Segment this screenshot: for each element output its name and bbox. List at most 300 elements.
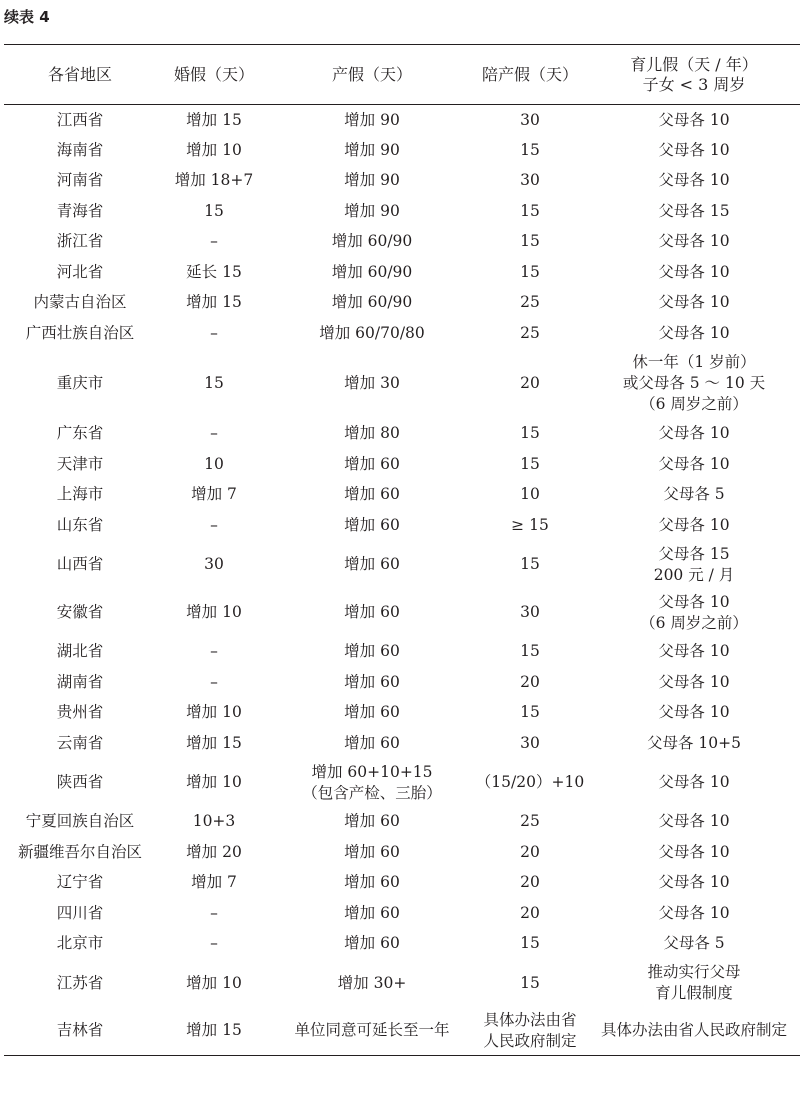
cell-paternity-leave: [472, 589, 588, 637]
cell-region-text: 湖南省: [56, 672, 104, 691]
table-row: [4, 728, 800, 759]
cell-paternity-leave: [472, 135, 588, 166]
cell-region: [4, 349, 156, 419]
cell-marriage-leave-text: 增加 10: [186, 140, 242, 159]
cell-marriage-leave-text: –: [210, 515, 218, 534]
cell-maternity-leave-text: 增加 90: [344, 110, 400, 129]
cell-marriage-leave-text: 增加 15: [186, 733, 242, 752]
cell-parental-leave: [588, 959, 800, 1007]
cell-region: [4, 480, 156, 511]
cell-maternity-leave-text: 增加 30+: [337, 973, 407, 992]
cell-region: [4, 419, 156, 450]
cell-region: [4, 589, 156, 637]
cell-paternity-leave-text: 25: [520, 293, 540, 312]
cell-maternity-leave-text: 增加 60: [344, 515, 400, 534]
cell-region-text: 辽宁省: [56, 873, 104, 892]
cell-maternity-leave-text: 增加 60/90: [331, 262, 413, 281]
cell-parental-leave: [588, 1007, 800, 1055]
cell-marriage-leave: [156, 667, 272, 698]
cell-parental-leave: [588, 449, 800, 480]
cell-paternity-leave-text: 15: [520, 454, 540, 473]
header-region-text: 各省地区: [47, 64, 112, 84]
cell-region-text: 上海市: [56, 485, 104, 504]
cell-marriage-leave-text: 增加 7: [191, 873, 237, 892]
cell-parental-leave-text: 育儿假制度: [655, 984, 733, 1002]
cell-region-text: 河南省: [56, 171, 104, 190]
cell-marriage-leave: [156, 637, 272, 668]
cell-parental-leave-text: 父母各 10+5: [647, 733, 741, 752]
header-paternity-leave: [472, 45, 588, 105]
table-body: [4, 105, 800, 1056]
cell-maternity-leave: [272, 759, 472, 807]
cell-maternity-leave: [272, 728, 472, 759]
cell-marriage-leave-text: 10+3: [192, 812, 236, 831]
cell-parental-leave-text: （6 周岁之前）: [640, 613, 748, 632]
cell-marriage-leave-text: 增加 15: [186, 293, 242, 312]
cell-maternity-leave: [272, 807, 472, 838]
cell-marriage-leave: [156, 959, 272, 1007]
cell-region: [4, 227, 156, 258]
cell-parental-leave-text: 200 元 / 月: [653, 565, 735, 584]
table-caption: 续表 4: [4, 8, 50, 26]
cell-paternity-leave: [472, 959, 588, 1007]
cell-region-text: 宁夏回族自治区: [25, 812, 135, 831]
table-row: [4, 1007, 800, 1055]
cell-maternity-leave: [272, 257, 472, 288]
cell-region: [4, 698, 156, 729]
table-row: [4, 959, 800, 1007]
cell-marriage-leave-text: 增加 10: [186, 603, 242, 621]
cell-region-text: 山西省: [56, 555, 104, 573]
cell-parental-leave-text: 父母各 10: [658, 140, 730, 159]
cell-parental-leave-text: 父母各 10: [658, 672, 730, 691]
cell-parental-leave-text: 休一年（1 岁前）: [632, 353, 756, 371]
cell-paternity-leave-text: 20: [520, 903, 540, 922]
cell-maternity-leave: [272, 419, 472, 450]
cell-region-text: 吉林省: [56, 1021, 104, 1040]
cell-maternity-leave: [272, 480, 472, 511]
header-maternity-leave: [272, 45, 472, 105]
cell-maternity-leave-text: 增加 60/90: [331, 293, 413, 312]
cell-paternity-leave-text: 15: [520, 232, 540, 251]
cell-parental-leave: [588, 196, 800, 227]
cell-marriage-leave-text: –: [210, 323, 218, 342]
header-maternity-leave-text: 产假（天）: [331, 64, 412, 84]
cell-maternity-leave-text: 增加 80: [344, 424, 400, 443]
cell-marriage-leave-text: –: [210, 903, 218, 922]
cell-paternity-leave: [472, 449, 588, 480]
cell-paternity-leave: [472, 510, 588, 541]
table-row: [4, 349, 800, 419]
cell-region: [4, 196, 156, 227]
cell-maternity-leave-text: 增加 60: [344, 842, 400, 861]
table-row: [4, 449, 800, 480]
table-row: [4, 480, 800, 511]
cell-maternity-leave-text: 增加 60: [344, 703, 400, 722]
cell-paternity-leave-text: 20: [520, 672, 540, 691]
cell-region-text: 安徽省: [56, 603, 104, 621]
cell-marriage-leave-text: 增加 10: [186, 973, 242, 992]
cell-marriage-leave-text: 增加 7: [191, 485, 237, 504]
cell-parental-leave: [588, 929, 800, 960]
header-region: [4, 45, 156, 105]
cell-region-text: 浙江省: [56, 232, 104, 251]
cell-region-text: 贵州省: [56, 703, 104, 722]
cell-maternity-leave-text: 增加 60: [344, 555, 400, 573]
cell-marriage-leave: [156, 449, 272, 480]
table-row: [4, 759, 800, 807]
cell-region: [4, 135, 156, 166]
cell-marriage-leave-text: –: [210, 424, 218, 443]
cell-marriage-leave: [156, 105, 272, 136]
cell-marriage-leave-text: 增加 10: [186, 773, 242, 791]
table-row: [4, 898, 800, 929]
cell-region: [4, 318, 156, 349]
cell-parental-leave: [588, 541, 800, 589]
cell-region: [4, 868, 156, 899]
cell-paternity-leave-text: 20: [520, 374, 540, 392]
cell-paternity-leave-text: 15: [520, 424, 540, 443]
cell-marriage-leave-text: 30: [204, 555, 224, 573]
cell-region: [4, 929, 156, 960]
cell-maternity-leave-text: 增加 60: [344, 454, 400, 473]
cell-region-text: 四川省: [56, 903, 104, 922]
cell-maternity-leave-text: 增加 60: [344, 603, 400, 621]
cell-parental-leave-text: 父母各 10: [658, 592, 730, 611]
cell-marriage-leave: [156, 541, 272, 589]
cell-maternity-leave: [272, 227, 472, 258]
cell-maternity-leave: [272, 318, 472, 349]
cell-maternity-leave: [272, 166, 472, 197]
cell-paternity-leave-text: 20: [520, 842, 540, 861]
cell-parental-leave-text: 父母各 10: [658, 873, 730, 892]
cell-paternity-leave: [472, 419, 588, 450]
header-marriage-leave-text: 婚假（天）: [173, 64, 254, 84]
cell-parental-leave-text: 父母各 5: [663, 934, 725, 953]
cell-parental-leave-text: 父母各 10: [658, 293, 730, 312]
cell-paternity-leave-text: 15: [520, 934, 540, 953]
cell-paternity-leave: [472, 227, 588, 258]
cell-parental-leave: [588, 288, 800, 319]
cell-parental-leave: [588, 419, 800, 450]
cell-parental-leave: [588, 480, 800, 511]
table-row: [4, 288, 800, 319]
table-row: [4, 135, 800, 166]
cell-marriage-leave: [156, 166, 272, 197]
cell-maternity-leave: [272, 1007, 472, 1055]
cell-paternity-leave: [472, 929, 588, 960]
cell-parental-leave-text: 父母各 10: [658, 110, 730, 129]
cell-region: [4, 837, 156, 868]
table-row: [4, 257, 800, 288]
cell-marriage-leave-text: –: [210, 232, 218, 251]
cell-maternity-leave: [272, 959, 472, 1007]
cell-parental-leave: [588, 807, 800, 838]
cell-paternity-leave-text: ≥ 15: [511, 515, 549, 534]
cell-region: [4, 510, 156, 541]
cell-maternity-leave-text: 增加 60: [344, 812, 400, 831]
cell-parental-leave-text: 具体办法由省人民政府制定: [600, 1021, 787, 1040]
header-parental-leave-text: 子女 < 3 周岁: [642, 74, 746, 94]
cell-maternity-leave: [272, 637, 472, 668]
table-row: [4, 807, 800, 838]
table-header-row: [4, 45, 800, 105]
cell-marriage-leave-text: 增加 10: [186, 703, 242, 722]
cell-parental-leave-text: 父母各 10: [658, 424, 730, 443]
cell-paternity-leave: [472, 318, 588, 349]
cell-region-text: 北京市: [56, 934, 104, 953]
cell-marriage-leave: [156, 196, 272, 227]
cell-parental-leave-text: 父母各 15: [658, 201, 730, 220]
cell-paternity-leave: [472, 196, 588, 227]
cell-parental-leave-text: 父母各 15: [658, 544, 730, 563]
cell-region: [4, 898, 156, 929]
cell-parental-leave: [588, 728, 800, 759]
cell-parental-leave-text: 父母各 10: [658, 323, 730, 342]
cell-maternity-leave: [272, 541, 472, 589]
cell-marriage-leave-text: 增加 18+7: [174, 171, 254, 190]
cell-paternity-leave-text: （15/20）+10: [475, 773, 585, 791]
cell-marriage-leave-text: –: [210, 672, 218, 691]
cell-parental-leave-text: 或父母各 5 ～ 10 天: [622, 374, 766, 392]
cell-region: [4, 541, 156, 589]
cell-marriage-leave-text: –: [210, 934, 218, 953]
cell-parental-leave: [588, 698, 800, 729]
cell-paternity-leave: [472, 637, 588, 668]
cell-maternity-leave-text: 增加 60/90: [331, 232, 413, 251]
cell-region-text: 湖北省: [56, 642, 104, 661]
cell-paternity-leave: [472, 288, 588, 319]
cell-parental-leave-text: 推动实行父母: [647, 963, 741, 981]
cell-marriage-leave: [156, 837, 272, 868]
cell-maternity-leave-text: 增加 60: [344, 733, 400, 752]
cell-parental-leave-text: 父母各 10: [658, 703, 730, 722]
cell-maternity-leave-text: （包含产检、三胎）: [302, 783, 442, 802]
cell-parental-leave-text: 父母各 10: [658, 842, 730, 861]
cell-maternity-leave: [272, 510, 472, 541]
cell-maternity-leave: [272, 868, 472, 899]
table-row: [4, 105, 800, 136]
table-row: [4, 698, 800, 729]
cell-maternity-leave-text: 增加 60: [344, 485, 400, 504]
cell-paternity-leave: [472, 166, 588, 197]
cell-paternity-leave: [472, 480, 588, 511]
cell-marriage-leave: [156, 135, 272, 166]
table-row: [4, 868, 800, 899]
cell-marriage-leave: [156, 419, 272, 450]
header-marriage-leave: [156, 45, 272, 105]
table-row: [4, 510, 800, 541]
cell-parental-leave: [588, 898, 800, 929]
cell-paternity-leave: [472, 105, 588, 136]
cell-parental-leave-text: 父母各 10: [658, 903, 730, 922]
cell-region-text: 广东省: [56, 424, 104, 443]
cell-marriage-leave: [156, 349, 272, 419]
cell-paternity-leave-text: 30: [520, 733, 540, 752]
cell-paternity-leave: [472, 349, 588, 419]
cell-region-text: 青海省: [56, 201, 104, 220]
cell-paternity-leave: [472, 898, 588, 929]
cell-region-text: 江西省: [56, 110, 104, 129]
cell-region-text: 陕西省: [56, 773, 104, 791]
cell-maternity-leave-text: 增加 90: [344, 140, 400, 159]
cell-maternity-leave-text: 增加 60: [344, 873, 400, 892]
cell-marriage-leave: [156, 807, 272, 838]
cell-maternity-leave-text: 增加 30: [344, 374, 400, 392]
cell-marriage-leave-text: 10: [204, 454, 224, 473]
cell-maternity-leave-text: 增加 60: [344, 672, 400, 691]
table-row: [4, 318, 800, 349]
cell-paternity-leave-text: 20: [520, 873, 540, 892]
cell-marriage-leave: [156, 1007, 272, 1055]
cell-parental-leave: [588, 227, 800, 258]
cell-maternity-leave: [272, 288, 472, 319]
cell-region-text: 海南省: [56, 140, 104, 159]
cell-parental-leave: [588, 589, 800, 637]
cell-maternity-leave-text: 增加 90: [344, 171, 400, 190]
cell-marriage-leave-text: 增加 15: [186, 1021, 242, 1040]
header-paternity-leave-text: 陪产假（天）: [481, 64, 578, 84]
table-row: [4, 929, 800, 960]
cell-paternity-leave-text: 25: [520, 323, 540, 342]
cell-marriage-leave-text: 增加 15: [186, 110, 242, 129]
cell-parental-leave-text: 父母各 10: [658, 515, 730, 534]
cell-marriage-leave: [156, 929, 272, 960]
cell-maternity-leave: [272, 589, 472, 637]
cell-paternity-leave-text: 人民政府制定: [483, 1031, 577, 1050]
table-row: [4, 227, 800, 258]
cell-marriage-leave-text: 15: [204, 201, 224, 220]
cell-marriage-leave-text: 增加 20: [186, 842, 242, 861]
cell-marriage-leave: [156, 868, 272, 899]
cell-parental-leave-text: 父母各 10: [658, 454, 730, 473]
cell-paternity-leave-text: 15: [520, 262, 540, 281]
cell-parental-leave: [588, 135, 800, 166]
cell-parental-leave-text: 父母各 10: [658, 262, 730, 281]
cell-region-text: 新疆维吾尔自治区: [17, 842, 142, 861]
table-row: [4, 667, 800, 698]
cell-paternity-leave: [472, 728, 588, 759]
header-parental-leave: [588, 45, 800, 105]
cell-marriage-leave: [156, 898, 272, 929]
cell-parental-leave: [588, 257, 800, 288]
leave-policy-table: [4, 44, 800, 1056]
cell-region: [4, 807, 156, 838]
cell-region: [4, 257, 156, 288]
cell-maternity-leave: [272, 105, 472, 136]
table-row: [4, 837, 800, 868]
cell-paternity-leave: [472, 759, 588, 807]
cell-paternity-leave-text: 15: [520, 555, 540, 573]
cell-paternity-leave-text: 30: [520, 603, 540, 621]
cell-region-text: 内蒙古自治区: [33, 293, 127, 312]
cell-region-text: 重庆市: [56, 374, 104, 392]
cell-paternity-leave-text: 30: [520, 171, 540, 190]
cell-parental-leave-text: 父母各 10: [658, 812, 730, 831]
cell-marriage-leave: [156, 728, 272, 759]
cell-marriage-leave-text: 延长 15: [186, 262, 242, 281]
cell-region: [4, 166, 156, 197]
cell-paternity-leave-text: 25: [520, 812, 540, 831]
cell-paternity-leave-text: 15: [520, 703, 540, 722]
cell-parental-leave-text: 父母各 10: [658, 232, 730, 251]
cell-marriage-leave: [156, 257, 272, 288]
cell-parental-leave: [588, 837, 800, 868]
cell-marriage-leave-text: –: [210, 642, 218, 661]
cell-region: [4, 959, 156, 1007]
cell-region-text: 天津市: [56, 454, 104, 473]
header-parental-leave-text: 育儿假（天 / 年）: [630, 54, 758, 74]
cell-paternity-leave-text: 15: [520, 201, 540, 220]
cell-maternity-leave-text: 增加 60: [344, 642, 400, 661]
table-row: [4, 589, 800, 637]
cell-marriage-leave: [156, 698, 272, 729]
cell-paternity-leave: [472, 868, 588, 899]
cell-maternity-leave: [272, 898, 472, 929]
cell-paternity-leave: [472, 1007, 588, 1055]
cell-region-text: 山东省: [56, 515, 104, 534]
cell-parental-leave: [588, 868, 800, 899]
cell-marriage-leave: [156, 480, 272, 511]
cell-parental-leave-text: 父母各 5: [663, 485, 725, 504]
cell-region: [4, 728, 156, 759]
cell-region-text: 江苏省: [56, 973, 104, 992]
cell-parental-leave: [588, 318, 800, 349]
cell-parental-leave: [588, 510, 800, 541]
cell-maternity-leave-text: 增加 60+10+15: [311, 762, 433, 781]
cell-parental-leave: [588, 759, 800, 807]
cell-region: [4, 1007, 156, 1055]
cell-paternity-leave-text: 15: [520, 140, 540, 159]
cell-paternity-leave-text: 30: [520, 110, 540, 129]
cell-maternity-leave: [272, 667, 472, 698]
cell-marriage-leave: [156, 288, 272, 319]
cell-paternity-leave: [472, 667, 588, 698]
cell-maternity-leave: [272, 698, 472, 729]
table-row: [4, 541, 800, 589]
cell-marriage-leave: [156, 318, 272, 349]
table-row: [4, 419, 800, 450]
table-row: [4, 166, 800, 197]
cell-region-text: 云南省: [56, 733, 104, 752]
table-row: [4, 196, 800, 227]
cell-maternity-leave-text: 增加 90: [344, 201, 400, 220]
table-row: [4, 637, 800, 668]
cell-maternity-leave: [272, 449, 472, 480]
cell-paternity-leave: [472, 698, 588, 729]
cell-region-text: 广西壮族自治区: [25, 323, 135, 342]
cell-maternity-leave: [272, 349, 472, 419]
cell-region: [4, 288, 156, 319]
cell-parental-leave-text: （6 周岁之前）: [640, 395, 748, 413]
cell-maternity-leave: [272, 135, 472, 166]
cell-parental-leave-text: 父母各 10: [658, 642, 730, 661]
cell-marriage-leave: [156, 589, 272, 637]
cell-region: [4, 449, 156, 480]
cell-paternity-leave-text: 15: [520, 973, 540, 992]
cell-maternity-leave-text: 增加 60/70/80: [319, 323, 425, 342]
cell-maternity-leave-text: 增加 60: [344, 934, 400, 953]
cell-region: [4, 759, 156, 807]
cell-paternity-leave: [472, 257, 588, 288]
cell-paternity-leave: [472, 837, 588, 868]
cell-parental-leave: [588, 349, 800, 419]
cell-marriage-leave: [156, 227, 272, 258]
cell-marriage-leave: [156, 510, 272, 541]
cell-paternity-leave-text: 具体办法由省: [483, 1010, 577, 1029]
cell-region: [4, 105, 156, 136]
cell-maternity-leave: [272, 196, 472, 227]
